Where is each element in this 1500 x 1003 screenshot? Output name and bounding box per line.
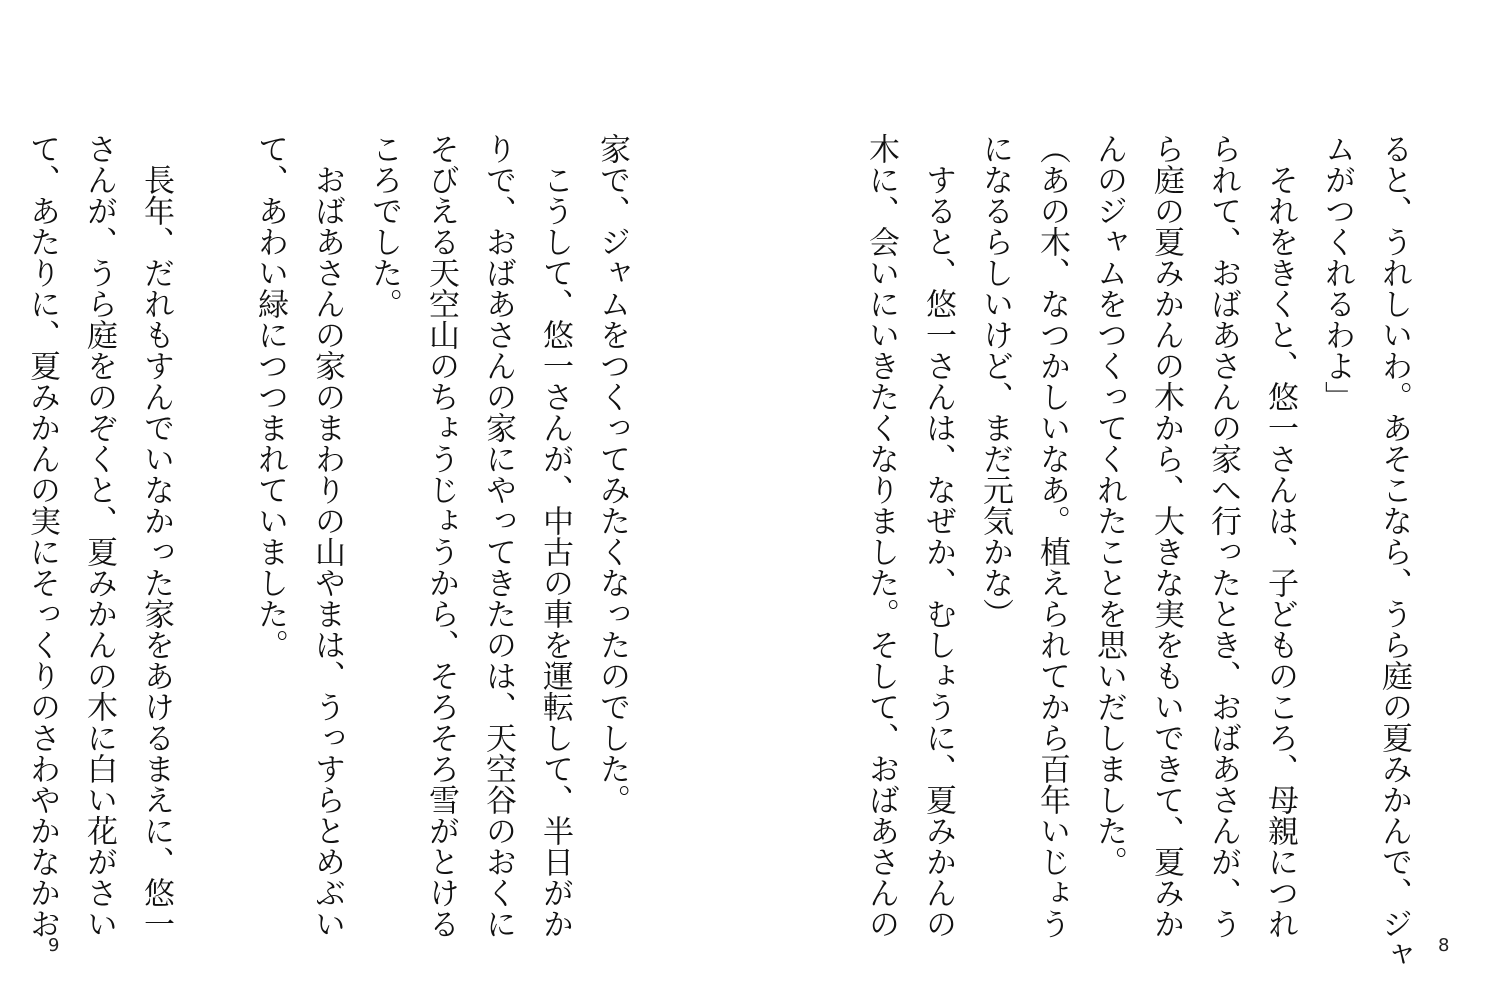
page-number: 8 <box>1438 935 1450 956</box>
text-line: んのジャムをつくってくれたことを思いだしました。 <box>1091 133 1127 877</box>
page-number: 9 <box>48 935 60 956</box>
text-line: こうして、悠一さんが、中古の車を運転して、半日がか <box>537 133 573 939</box>
text-line: （あの木、なつかしいなあ。植えられてから百年いじょう <box>1034 133 1070 939</box>
text-line: て、あわい緑につつまれていました。 <box>252 133 288 660</box>
text-line: て、あたりに、夏みかんの実にそっくりのさわやかなかお <box>24 133 60 939</box>
text-line: それをきくと、悠一さんは、子どものころ、母親につれ <box>1262 133 1298 939</box>
text-line: おばあさんの家のまわりの山やまは、うっすらとめぶい <box>309 133 345 939</box>
text-line: ら庭の夏みかんの木から、大きな実をもいできて、夏みか <box>1148 133 1184 939</box>
right-page <box>750 0 1500 1003</box>
text-line: ると、うれしいわ。あそこなら、うら庭の夏みかんで、ジャ <box>1376 133 1412 970</box>
text-line: ムがつくれるわよ」 <box>1319 133 1355 412</box>
text-line: 木に、会いにいきたくなりました。そして、おばあさんの <box>863 133 899 939</box>
text-line: 家で、ジャムをつくってみたくなったのでした。 <box>594 133 630 815</box>
left-page-body-text <box>24 133 640 939</box>
paragraph-gap <box>184 133 241 863</box>
text-line: さんが、うら庭をのぞくと、夏みかんの木に白い花がさい <box>81 133 117 939</box>
text-line: 長年、だれもすんでいなかった家をあけるまえに、悠一 <box>138 133 174 939</box>
text-line: りで、おばあさんの家にやってきたのは、天空谷のおくに <box>480 133 516 939</box>
text-line: られて、おばあさんの家へ行ったとき、おばあさんが、う <box>1205 133 1241 939</box>
text-line: ころでした。 <box>366 133 402 319</box>
text-line: になるらしいけど、まだ元気かな） <box>977 133 1013 629</box>
text-line: すると、悠一さんは、なぜか、むしょうに、夏みかんの <box>920 133 956 939</box>
text-line: そびえる天空山のちょうじょうから、そろそろ雪がとける <box>423 133 459 939</box>
right-page-body-text <box>852 133 1422 970</box>
